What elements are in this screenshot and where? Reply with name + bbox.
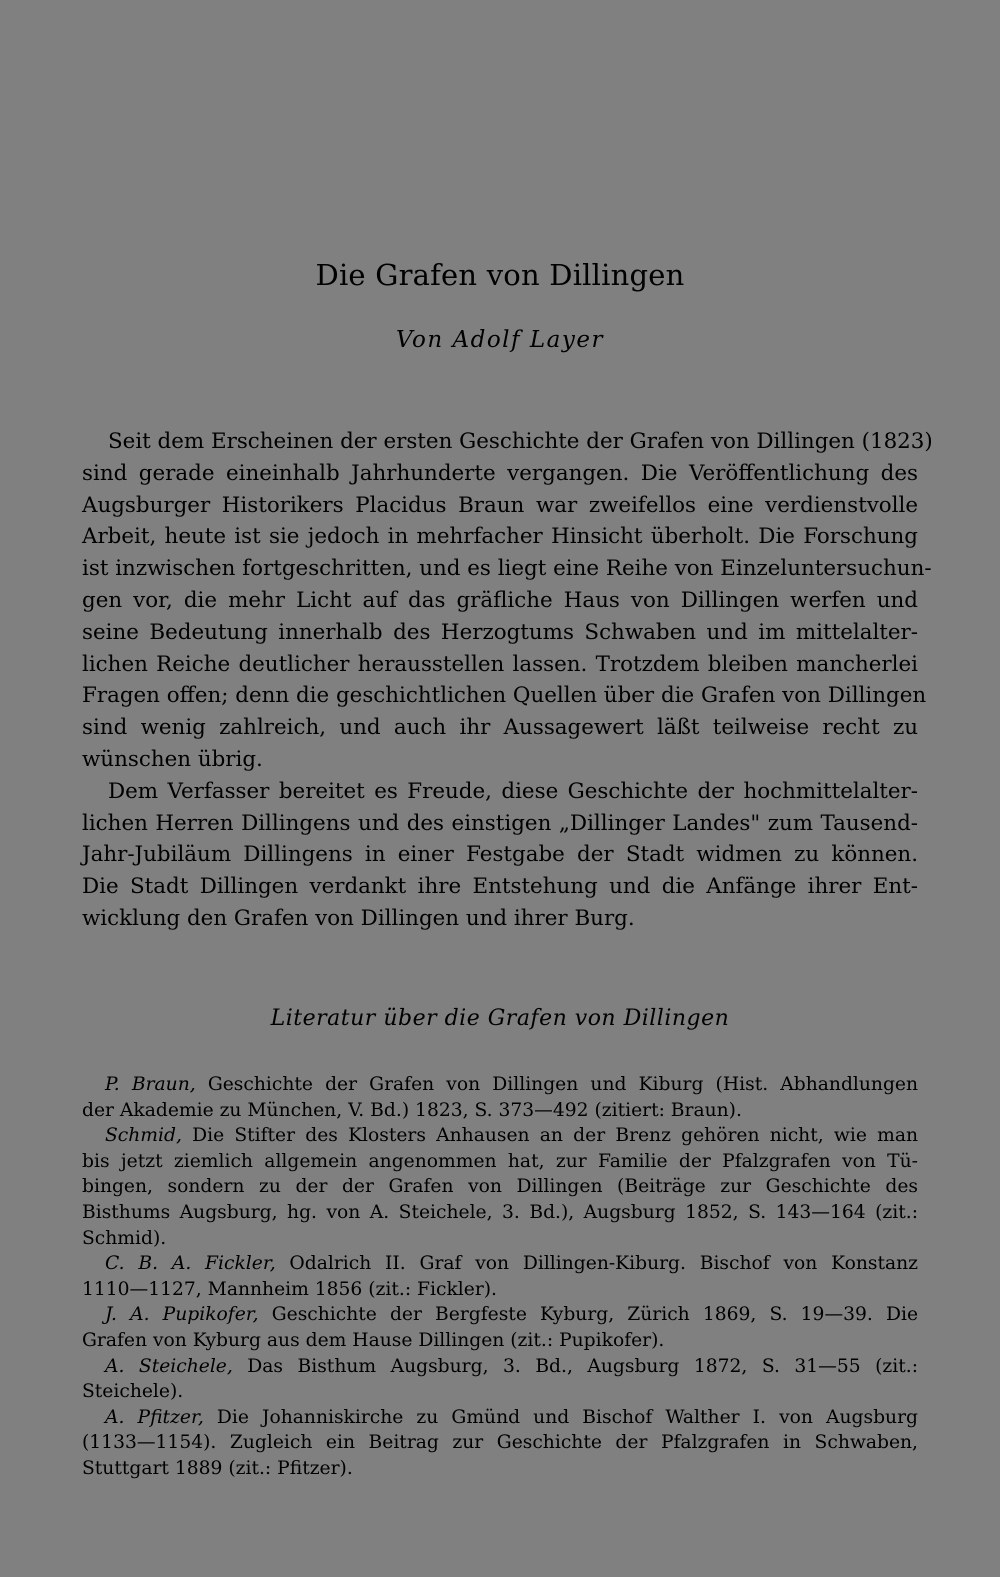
text-line: lichen Herren Dillingens und des einstigen „Dillinger Landes" zum Tausend- [82, 810, 918, 836]
text-line: Seit dem Erscheinen der ersten Geschichte der Grafen von Dillingen (1823) [108, 429, 933, 454]
text-line: Dem Verfasser bereitet es Freude, diese Geschichte der hochmittelalter- [108, 778, 918, 804]
reference-text: (1133—1154). Zugleich ein Beitrag zur Geschichte der Pfalzgrafen in Schwaben, [82, 1432, 918, 1454]
reference-line [82, 1098, 918, 1124]
reference-text: Stuttgart 1889 (zit.: Pfitzer). [82, 1457, 353, 1479]
reference-text: Odalrich II. Graf von Dillingen-Kiburg. Bischof von Konstanz [275, 1253, 918, 1275]
reference-text: Schmid). [82, 1227, 167, 1249]
reference-line [82, 1302, 918, 1328]
reference-text: Das Bisthum Augsburg, 3. Bd., Augsburg 1872, S. 31—55 (zit.: [232, 1355, 918, 1377]
text-line: Augsburger Historikers Placidus Braun war zweifellos eine verdienstvolle [82, 492, 918, 518]
text-line: ist inzwischen fortgeschritten, und es liegt eine Reihe von Einzeluntersuchun- [82, 556, 932, 582]
reference-line [82, 1251, 918, 1277]
text-line: Jahr-Jubiläum Dillingens in einer Festgabe der Stadt widmen zu können. [82, 842, 918, 868]
reference-line [82, 1354, 918, 1380]
text-line: Die Stadt Dillingen verdankt ihre Entstehung und die Anfänge ihrer Ent- [82, 874, 918, 900]
text-line: wünschen übrig. [82, 746, 263, 772]
reference-line [82, 1405, 918, 1431]
reference-author: C. B. A. Fickler, [105, 1253, 276, 1275]
reference-line [82, 1149, 918, 1175]
literature-list [82, 1072, 918, 1482]
reference-text: bingen, sondern zu der der Grafen von Dillingen (Beiträge zur Geschichte des [82, 1176, 918, 1198]
reference-text: Geschichte der Grafen von Dillingen und Kiburg (Hist. Abhandlungen [195, 1074, 919, 1095]
page-title: Die Grafen von Dillingen [315, 258, 685, 292]
reference-line [82, 1200, 918, 1226]
reference-line [82, 1456, 918, 1482]
reference-text: Geschichte der Bergfeste Kyburg, Zürich 1869, S. 19—39. Die [258, 1304, 919, 1326]
text-line: Arbeit, heute ist sie jedoch in mehrfacher Hinsicht überholt. Die Forschung [82, 524, 918, 550]
reference-author: Schmid, [105, 1125, 182, 1147]
reference-line [82, 1123, 918, 1149]
text-line: lichen Reiche deutlicher herausstellen lassen. Trotzdem bleiben mancherlei [82, 651, 918, 677]
reference-text: der Akademie zu München, V. Bd.) 1823, S. 373—492 (zitiert: Braun). [82, 1099, 742, 1121]
reference-text: bis jetzt ziemlich allgemein angenommen hat, zur Familie der Pfalzgrafen von Tü- [82, 1150, 918, 1172]
reference-author: J. A. Pupikofer, [105, 1304, 259, 1326]
reference-text: Die Johanniskirche zu Gmünd und Bischof Walther I. von Augsburg [203, 1406, 918, 1428]
text-line: gen vor, die mehr Licht auf das gräfliche Haus von Dillingen werfen und [82, 587, 918, 613]
reference-text: 1110—1127, Mannheim 1856 (zit.: Fickler). [82, 1278, 497, 1300]
reference-author: P. Braun, [105, 1074, 196, 1095]
text-line: seine Bedeutung innerhalb des Herzogtums Schwaben und im mittelalter- [82, 619, 918, 645]
author-byline: Von Adolf Layer [396, 327, 604, 353]
reference-line [82, 1277, 918, 1303]
reference-text: Steichele). [82, 1381, 184, 1403]
text-line: sind gerade eineinhalb Jahrhunderte vergangen. Die Veröffentlichung des [82, 460, 918, 486]
reference-line [82, 1226, 918, 1252]
reference-line [82, 1174, 918, 1200]
text-line: sind wenig zahlreich, und auch ihr Aussagewert läßt teilweise recht zu [82, 715, 918, 741]
intro-paragraphs [82, 426, 933, 935]
text-line: wicklung den Grafen von Dillingen und ihrer Burg. [82, 905, 635, 931]
reference-author: A. Steichele, [105, 1355, 233, 1377]
reference-line [82, 1379, 918, 1405]
literature-heading: Literatur über die Grafen von Dillingen [270, 1006, 730, 1031]
reference-text: Bisthums Augsburg, hg. von A. Steichele, 3. Bd.), Augsburg 1852, S. 143—164 (zit.: [82, 1201, 918, 1223]
reference-text: Die Stifter des Klosters Anhausen an der Brenz gehören nicht, wie man [181, 1125, 918, 1147]
reference-text: Grafen von Kyburg aus dem Hause Dillingen (zit.: Pupikofer). [82, 1329, 665, 1351]
text-line: Fragen offen; denn die geschichtlichen Quellen über die Grafen von Dillingen [82, 683, 927, 709]
reference-author: A. Pfitzer, [105, 1406, 204, 1428]
reference-line [82, 1430, 918, 1456]
reference-line [82, 1072, 918, 1098]
reference-line [82, 1328, 918, 1354]
